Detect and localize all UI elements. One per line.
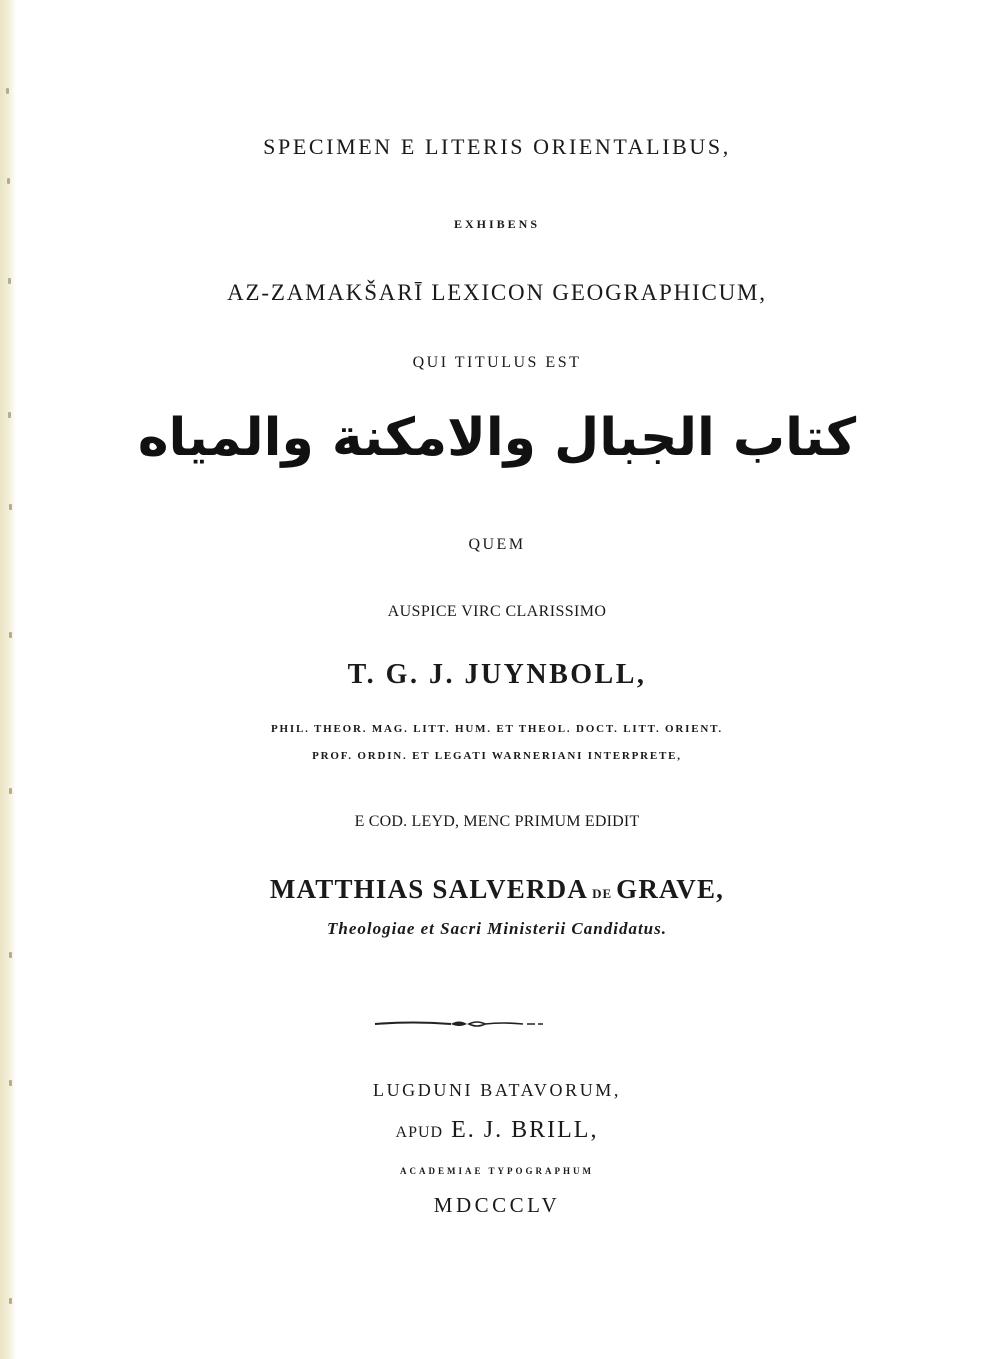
title-line-qui-titulus: QUI TITULUS EST — [412, 354, 582, 371]
imprint-publisher: E. J. BRILL, — [451, 1117, 599, 1143]
imprint-role: ACADEMIAE TYPOGRAPHUM — [399, 1166, 595, 1176]
edge-mark — [9, 788, 12, 794]
edge-mark — [7, 178, 10, 184]
professor-credentials-2: PROF. ORDIN. ET LEGATI WARNERIANI INTERPRETE, — [312, 750, 682, 762]
professor-name: T. G. J. JUYNBOLL, — [347, 659, 647, 690]
author-name-line — [0, 874, 994, 905]
author-name: MATTHIAS SALVERDA — [269, 874, 589, 904]
title-line-specimen: SPECIMEN E LITERIS ORIENTALIBUS, — [263, 134, 731, 159]
arabic-title: كتاب الجبال والامكنة والمياه — [137, 408, 857, 468]
author-surname: GRAVE, — [616, 874, 725, 904]
professor-credentials-1: PHIL. THEOR. MAG. LITT. HUM. ET THEOL. DOCT. LITT. ORIENT. — [271, 723, 723, 735]
edge-mark — [9, 1298, 12, 1304]
title-line-quem: QUEM — [468, 536, 526, 553]
edge-mark — [9, 504, 12, 510]
ornament-rule-icon — [373, 1014, 545, 1034]
imprint-year: MDCCCLV — [433, 1193, 561, 1217]
title-line-exhibens: EXHIBENS — [453, 217, 541, 231]
author-title: Theologiae et Sacri Ministerii Candidatus. — [326, 919, 667, 938]
imprint-place: LUGDUNI BATAVORUM, — [372, 1080, 622, 1100]
title-line-lexicon: AZ-ZAMAKŠARĪ LEXICON GEOGRAPHICUM, — [227, 280, 767, 305]
edge-mark — [9, 952, 12, 958]
edge-mark — [6, 88, 9, 94]
imprint-publisher-line — [0, 1117, 994, 1144]
title-line-auspice: AUSPICE VIRC CLARISSIMO — [387, 603, 607, 620]
title-line-edidit: E COD. LEYD, MENC PRIMUM EDIDIT — [354, 813, 640, 830]
author-particle: DE — [592, 886, 613, 901]
edge-mark — [9, 632, 12, 638]
imprint-apud: APUD — [395, 1124, 444, 1141]
